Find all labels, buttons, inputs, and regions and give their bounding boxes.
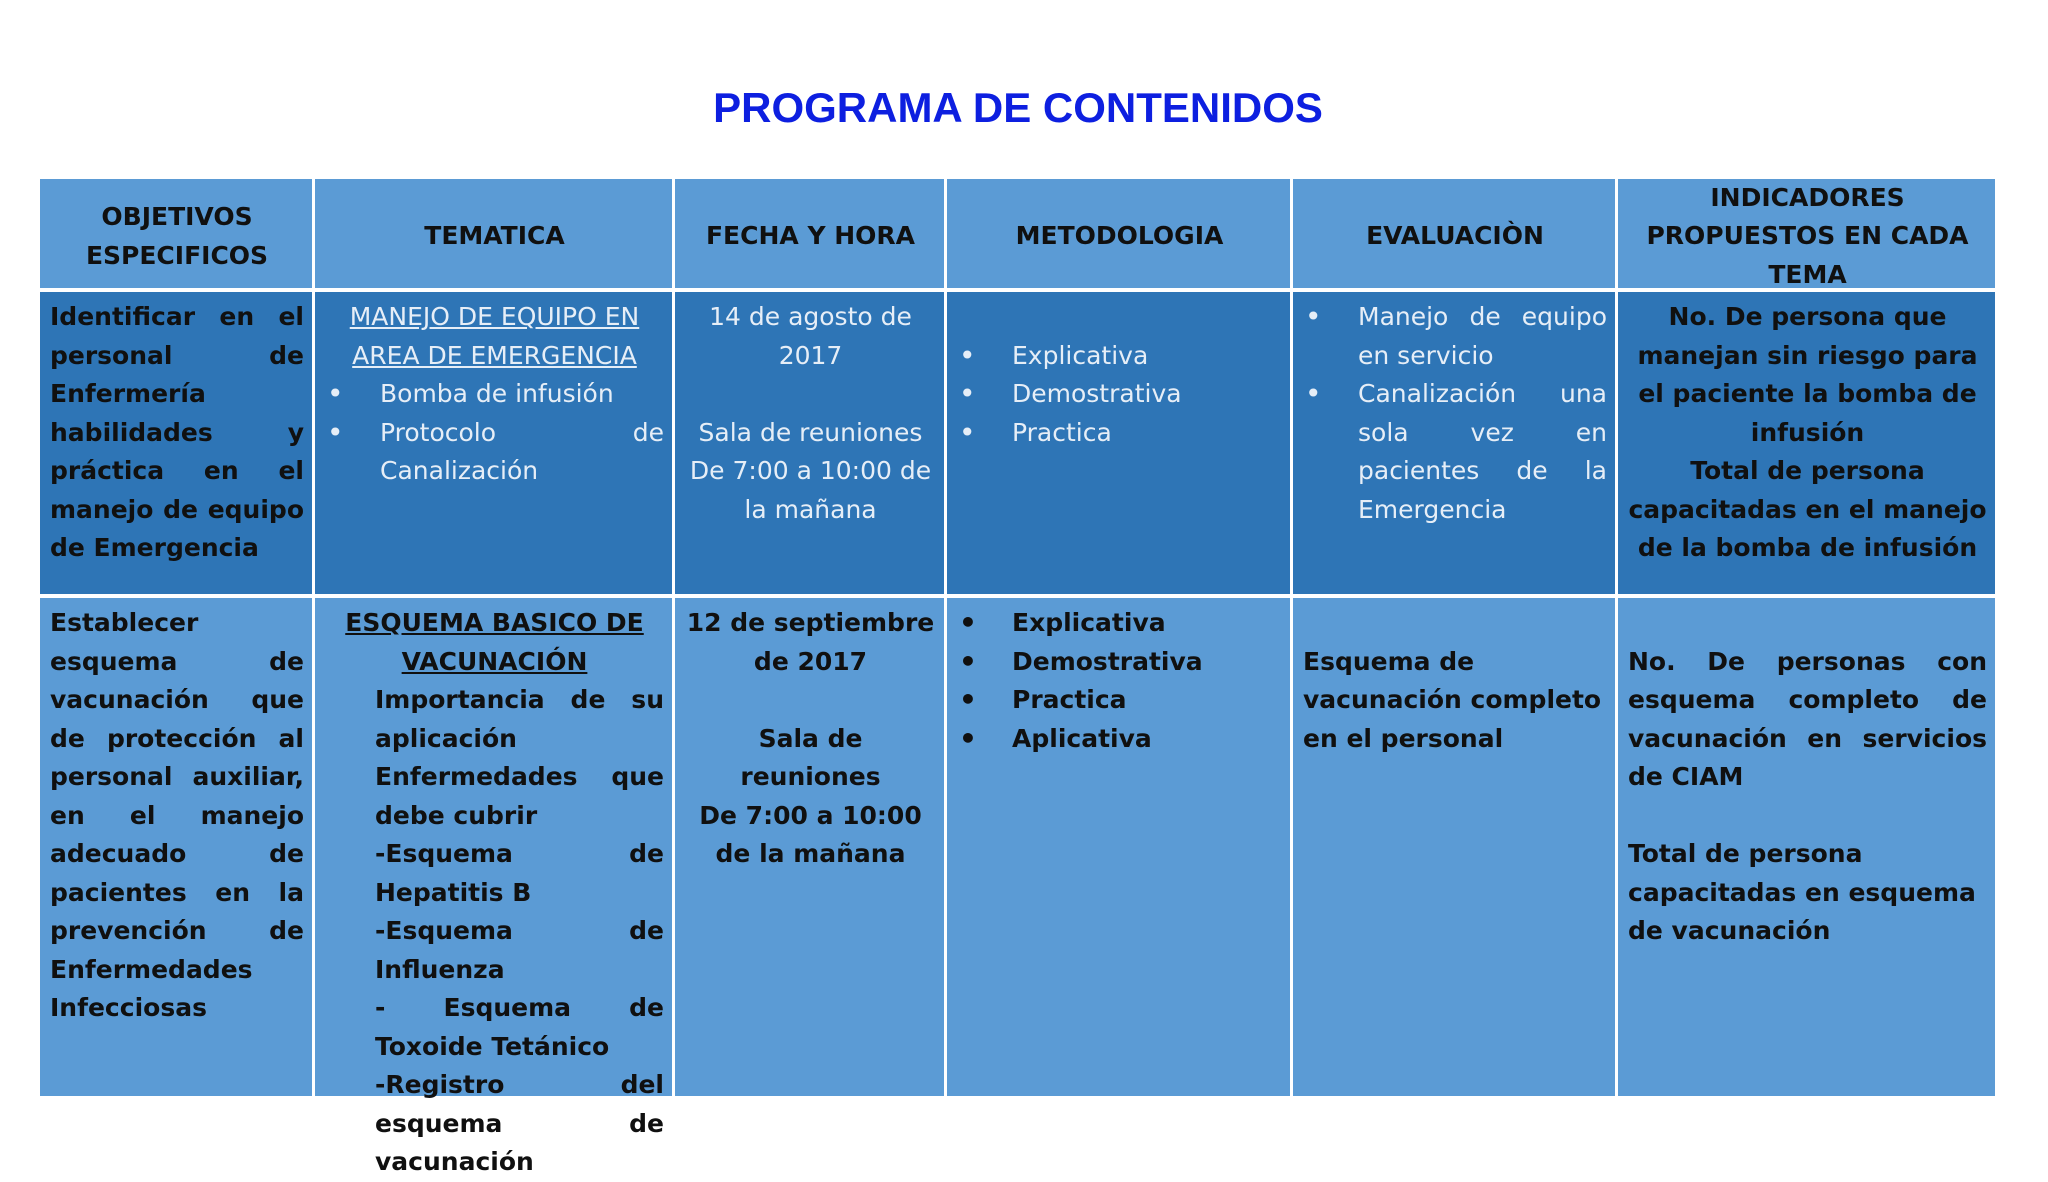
list-item: • Practica <box>957 414 1282 453</box>
row2-fecha: 12 de septiembre de 2017 <box>686 608 935 676</box>
row1-hora: De 7:00 a 10:00 de la mañana <box>689 456 932 524</box>
list-item: • Explicativa <box>957 337 1282 376</box>
row1-metodologia <box>947 292 1293 598</box>
row1-metodologia-list <box>957 337 1282 453</box>
header-evaluacion: EVALUACIÒN <box>1293 179 1618 292</box>
list-item: • Aplicativa <box>957 720 1282 759</box>
list-item: • Explicativa <box>957 604 1282 643</box>
row2-tematica-line: Enfermedades que debe cubrir <box>375 762 664 830</box>
row1-lugar: Sala de reuniones <box>698 417 923 447</box>
row2-tematica-line: Importancia de su aplicación <box>375 685 664 753</box>
row1-tematica-title: MANEJO DE EQUIPO EN AREA DE EMERGENCIA <box>349 302 640 370</box>
row2-tematica-title: ESQUEMA BASICO DE VACUNACIÓN <box>345 608 644 676</box>
row1-fecha: 14 de agosto de 2017 <box>709 302 912 370</box>
row2-tematica <box>315 598 675 1176</box>
header-fecha-hora: FECHA Y HORA <box>675 179 947 292</box>
header-metodologia: METODOLOGIA <box>947 179 1293 292</box>
list-item: • Demostrativa <box>957 643 1282 682</box>
row2-evaluacion <box>1293 598 1618 1100</box>
row1-indicadores <box>1618 292 1995 598</box>
row1-evaluacion <box>1293 292 1618 598</box>
list-item: • Bomba de infusión <box>325 375 664 414</box>
row1-tematica-list <box>325 375 664 491</box>
row2-tematica-line: -Esquema de Hepatitis B <box>375 839 664 907</box>
row2-tematica-line: -Esquema de Influenza <box>375 916 664 984</box>
row2-indicadores <box>1618 598 1995 1100</box>
row1-indicador-2: Total de persona capacitadas en el manejo de la bomba de infusión <box>1628 456 1987 562</box>
row1-fecha-hora <box>675 292 947 598</box>
row1-tematica <box>315 292 675 598</box>
row2-evaluacion-text: Esquema de vacunación completo en el personal <box>1303 646 1602 753</box>
row2-objetivo: Establecer esquema de vacunación que de protección al personal auxiliar, en el manejo adecuado de pacientes en la prevención de Enfermedades Infecciosas <box>40 598 315 1100</box>
list-item: • Demostrativa <box>957 375 1282 414</box>
row2-fecha-hora <box>675 598 947 1100</box>
page-title: PROGRAMA DE CONTENIDOS <box>713 84 1323 131</box>
content-program-table <box>40 179 1995 1176</box>
row1-indicador-1: No. De persona que manejan sin riesgo para el paciente la bomba de infusión <box>1637 302 1978 447</box>
row1-evaluacion-list <box>1303 298 1607 529</box>
row2-tematica-line: - Esquema de Toxoide Tetánico <box>375 993 664 1061</box>
row2-lugar: Sala de reuniones <box>740 723 881 791</box>
row2-indicador-1: No. De personas con esquema completo de vacunación en servicios de CIAM <box>1628 646 1987 791</box>
row2-hora: De 7:00 a 10:00 de la mañana <box>699 800 922 868</box>
list-item: • Protocolo de Canalización <box>325 414 664 491</box>
header-indicadores: INDICADORES PROPUESTOS EN CADA TEMA <box>1618 179 1995 292</box>
header-tematica: TEMATICA <box>315 179 675 292</box>
row2-metodologia <box>947 598 1293 1100</box>
row2-tematica-line: -Registro del esquema de vacunación <box>375 1070 664 1176</box>
list-item: • Canalización una sola vez en pacientes de la Emergencia <box>1303 375 1607 529</box>
list-item: • Manejo de equipo en servicio <box>1303 298 1607 375</box>
list-item: • Practica <box>957 681 1282 720</box>
row2-indicador-2: Total de persona capacitadas en esquema de vacunación <box>1628 839 1976 945</box>
header-objetivos: OBJETIVOS ESPECIFICOS <box>40 179 315 292</box>
row2-metodologia-list <box>957 604 1282 758</box>
row1-objetivo: Identificar en el personal de Enfermería habilidades y práctica en el manejo de equipo de Emergencia <box>40 292 315 598</box>
